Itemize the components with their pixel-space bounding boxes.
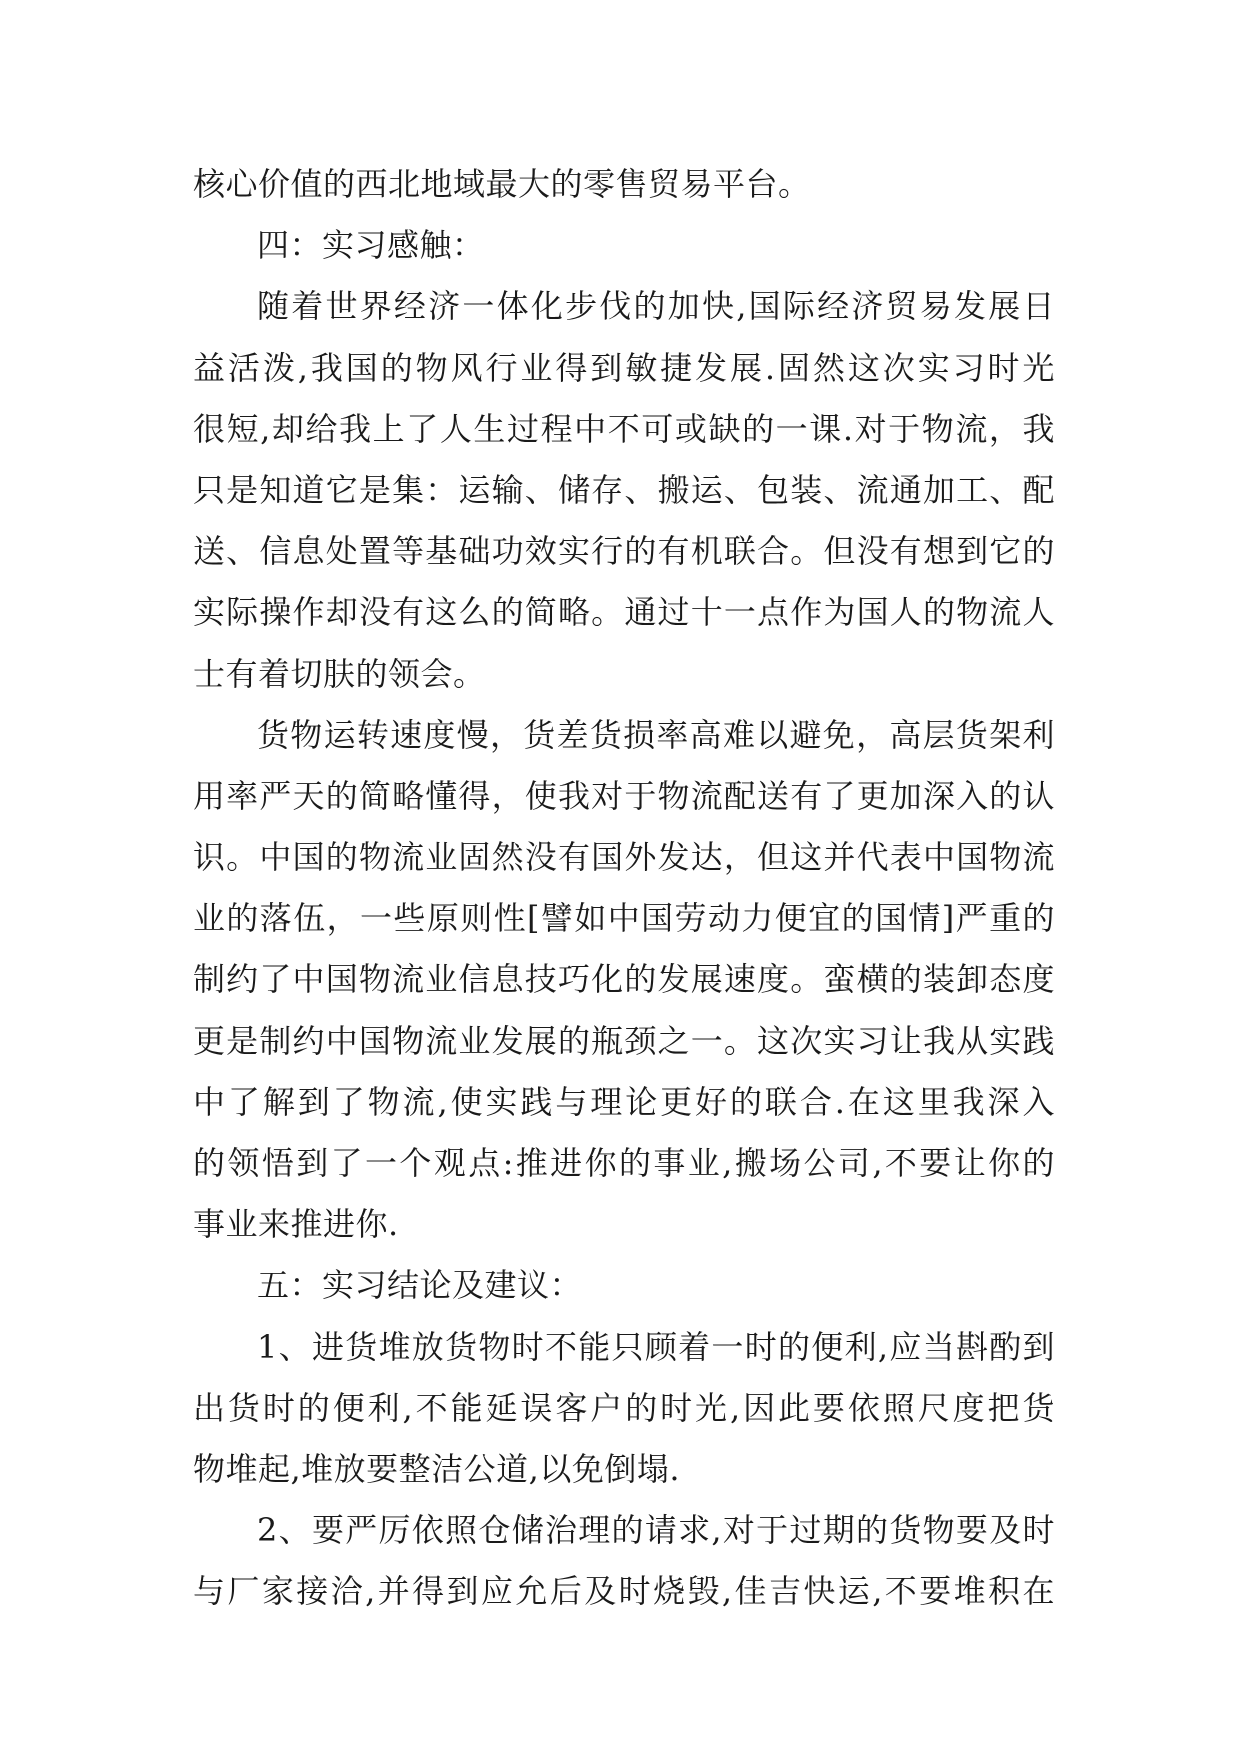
text-line: 事业来推进你.: [193, 1205, 399, 1244]
text-line: 四：实习感触：: [257, 226, 485, 265]
text-line: 送、信息处置等基础功效实行的有机联合。但没有想到它的: [193, 532, 1055, 571]
text-line: 士有着切肤的领会。: [193, 654, 486, 693]
text-line: 业的落伍，一些原则性[譬如中国劳动力便宜的国情]严重的: [193, 899, 1055, 938]
text-line: 更是制约中国物流业发展的瓶颈之一。这次实习让我从实践: [193, 1021, 1055, 1060]
text-line: 核心价值的西北地域最大的零售贸易平台。: [193, 165, 811, 203]
text-line: 1、进货堆放货物时不能只顾着一时的便利,应当斟酌到: [257, 1327, 1055, 1366]
text-line: 识。中国的物流业固然没有国外发达，但这并代表中国物流: [193, 838, 1055, 877]
text-line: 用率严天的简略懂得，使我对于物流配送有了更加深入的认: [193, 776, 1055, 815]
text-line: 与厂家接洽,并得到应允后及时烧毁,佳吉快运,不要堆积在: [193, 1572, 1055, 1611]
text-line: 益活泼,我国的物风行业得到敏捷发展.固然这次实习时光: [193, 348, 1055, 387]
text-line: 出货时的便利,不能延误客户的时光,因此要依照尺度把货: [193, 1388, 1055, 1427]
text-line: 五：实习结论及建议：: [257, 1266, 583, 1305]
document-page: [193, 154, 1055, 1623]
text-line: 随着世界经济一体化步伐的加快,国际经济贸易发展日: [257, 287, 1055, 326]
text-line: 很短,却给我上了人生过程中不可或缺的一课.对于物流，我: [193, 409, 1055, 448]
text-line: 只是知道它是集：运输、储存、搬运、包装、流通加工、配: [193, 470, 1055, 509]
text-line: 制约了中国物流业信息技巧化的发展速度。蛮横的装卸态度: [193, 960, 1055, 999]
text-line: 实际操作却没有这么的简略。通过十一点作为国人的物流人: [193, 593, 1055, 632]
text-line: 物堆起,堆放要整洁公道,以免倒塌.: [193, 1449, 681, 1488]
text-line: 2、要严厉依照仓储治理的请求,对于过期的货物要及时: [257, 1511, 1055, 1550]
text-line: 货物运转速度慢，货差货损率高难以避免，高层货架利: [257, 715, 1055, 754]
text-line: 的领悟到了一个观点:推进你的事业,搬场公司,不要让你的: [193, 1144, 1055, 1182]
text-line: 中了解到了物流,使实践与理论更好的联合.在这里我深入: [193, 1082, 1055, 1121]
